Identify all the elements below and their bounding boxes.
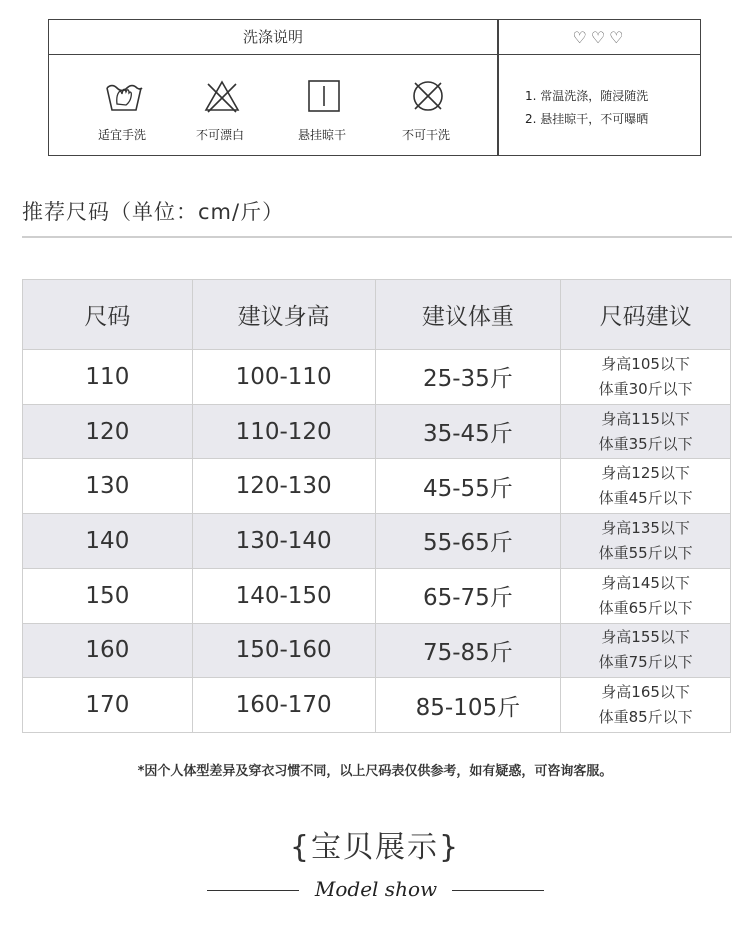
size-footnote: *因个人体型差异及穿衣习惯不同，以上尺码表仅供参考，如有疑惑，可咨询客服。 <box>137 764 613 779</box>
header-advice: 尺码建议 <box>561 280 731 350</box>
advice-weight: 体重55斤以下 <box>598 543 693 562</box>
table-row <box>23 514 731 569</box>
advice-height: 身高115以下 <box>601 409 690 428</box>
advice-height: 身高155以下 <box>601 628 690 647</box>
table-row <box>23 568 731 623</box>
cell-weight: 75-85斤 <box>375 623 561 678</box>
cell-size: 160 <box>23 623 193 678</box>
cell-weight: 85-105斤 <box>375 678 561 733</box>
care-note-1: 1. 常温洗涤，随浸随洗 <box>525 89 649 103</box>
advice-height: 身高135以下 <box>601 518 690 537</box>
hearts-icon: ♡♡♡ <box>572 28 628 47</box>
advice-weight: 体重75斤以下 <box>598 653 693 672</box>
model-show-title: {宝贝展示} <box>289 830 461 865</box>
cell-height: 130-140 <box>192 514 375 569</box>
section-divider <box>22 236 732 238</box>
care-item-hand-wash <box>67 56 177 155</box>
no-dry-clean-icon <box>408 76 448 116</box>
cell-advice <box>561 404 731 459</box>
table-row <box>23 459 731 514</box>
cell-advice <box>561 459 731 514</box>
size-table <box>22 279 731 733</box>
cell-size: 150 <box>23 568 193 623</box>
cell-weight: 45-55斤 <box>375 459 561 514</box>
decor-line-right <box>452 890 544 891</box>
table-row <box>23 350 731 405</box>
care-item-hang-dry <box>267 56 377 155</box>
table-row <box>23 404 731 459</box>
care-label-hand-wash: 适宜手洗 <box>97 128 146 142</box>
care-item-no-dry-clean <box>371 56 481 155</box>
header-weight: 建议体重 <box>375 280 561 350</box>
advice-height: 身高165以下 <box>601 683 690 702</box>
header-height: 建议身高 <box>192 280 375 350</box>
cell-advice <box>561 678 731 733</box>
care-label-no-bleach: 不可漂白 <box>195 128 244 142</box>
advice-height: 身高125以下 <box>601 464 690 483</box>
hand-wash-icon <box>104 76 144 116</box>
advice-weight: 体重30斤以下 <box>598 379 693 398</box>
cell-height: 140-150 <box>192 568 375 623</box>
advice-height: 身高105以下 <box>601 354 690 373</box>
cell-weight: 35-45斤 <box>375 404 561 459</box>
care-label-no-dry-clean: 不可干洗 <box>401 128 450 142</box>
cell-weight: 25-35斤 <box>375 350 561 405</box>
model-show-subtitle: Model show <box>314 877 438 901</box>
care-title: 洗涤说明 <box>242 28 303 46</box>
table-row <box>23 678 731 733</box>
cell-advice <box>561 350 731 405</box>
advice-height: 身高145以下 <box>601 573 690 592</box>
cell-size: 110 <box>23 350 193 405</box>
decor-line-left <box>207 890 299 891</box>
cell-advice <box>561 623 731 678</box>
header-size: 尺码 <box>23 280 193 350</box>
cell-weight: 65-75斤 <box>375 568 561 623</box>
cell-height: 150-160 <box>192 623 375 678</box>
care-instructions-box <box>48 19 701 156</box>
cell-size: 140 <box>23 514 193 569</box>
cell-size: 120 <box>23 404 193 459</box>
cell-height: 100-110 <box>192 350 375 405</box>
no-bleach-icon <box>202 76 242 116</box>
care-item-no-bleach <box>165 56 275 155</box>
cell-size: 130 <box>23 459 193 514</box>
hang-dry-icon <box>304 76 344 116</box>
table-header-row <box>23 280 731 350</box>
advice-weight: 体重35斤以下 <box>598 434 693 453</box>
size-section-title: 推荐尺码（单位：cm/斤） <box>22 200 285 224</box>
care-label-hang-dry: 悬挂晾干 <box>297 128 346 142</box>
cell-height: 110-120 <box>192 404 375 459</box>
cell-height: 160-170 <box>192 678 375 733</box>
care-note-2: 2. 悬挂晾干，不可曝晒 <box>525 112 649 126</box>
cell-size: 170 <box>23 678 193 733</box>
table-row <box>23 623 731 678</box>
advice-weight: 体重45斤以下 <box>598 489 693 508</box>
care-notes <box>499 56 701 155</box>
cell-height: 120-130 <box>192 459 375 514</box>
care-icons <box>49 56 497 155</box>
cell-advice <box>561 514 731 569</box>
cell-weight: 55-65斤 <box>375 514 561 569</box>
advice-weight: 体重65斤以下 <box>598 598 693 617</box>
cell-advice <box>561 568 731 623</box>
advice-weight: 体重85斤以下 <box>598 708 693 727</box>
